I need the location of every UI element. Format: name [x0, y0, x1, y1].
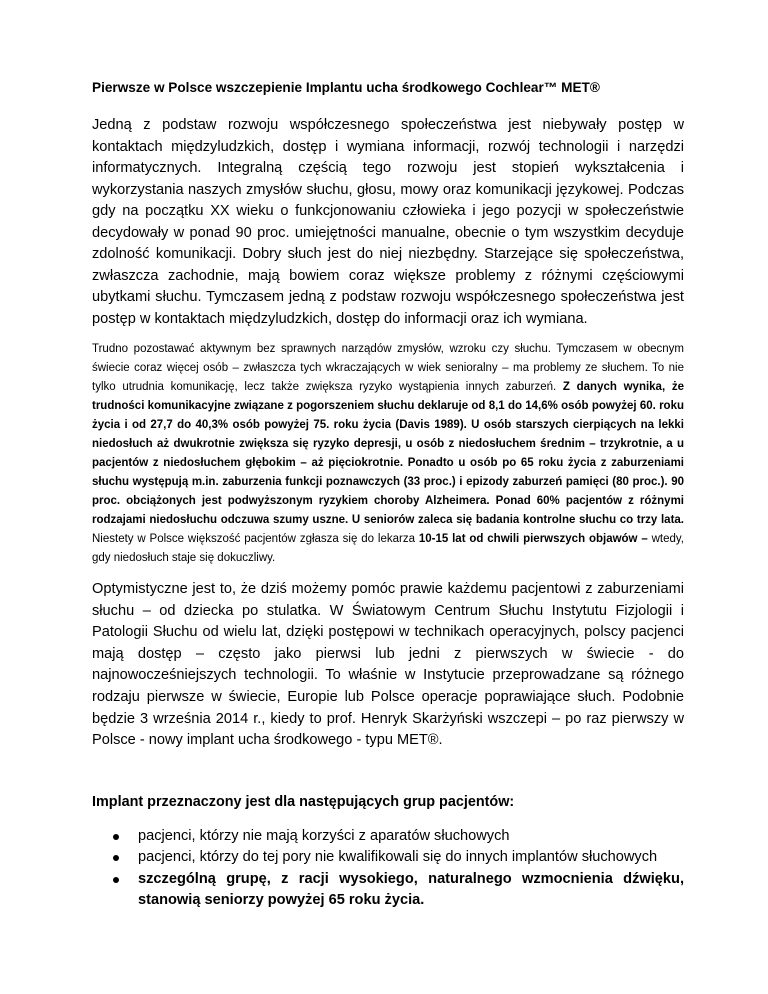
intro-paragraph: Jedną z podstaw rozwoju współczesnego społeczeństwa jest niebywały postęp w kontaktach międzyludzkich, dostęp i wymiana informacji, rozwój technologii i narzędzi informatycznych. Integralną częścią tego rozwoju jest stopień wykształcenia i wykorzystania naszych zmysłów słuchu, głosu, mowy oraz komunikacji językowej. Podczas gdy na początku XX wieku o funkcjonowaniu człowieka i jego pozycji w społeczeństwie decydowały w ponad 90 proc. umiejętności manualne, obecnie o tym wszystkim decyduje zdolność komunikacji. Dobry słuch jest do niej niezbędny. Starzejące się społeczeństwa, zwłaszcza zachodnie, mają bowiem coraz większe problemy z różnymi częściowymi ubytkami słuchu. Tymczasem jedną z podstaw rozwoju współczesnego społeczeństwa jest postęp w kontaktach międzyludzkich, dostęp do informacji oraz ich wymiana.	[92, 117, 684, 327]
list-heading: Implant przeznaczony jest dla następujących grup pacjentów:	[92, 793, 515, 810]
patient-groups-list	[92, 826, 684, 912]
statistics-end: wtedy, gdy niedosłuch staje się dokuczliwy.	[92, 533, 685, 564]
bullet-icon	[113, 834, 119, 840]
list-item: pacjenci, którzy do tej pory nie kwalifikowali się do innych implantów słuchowych	[92, 847, 684, 869]
statistics-years-bold: 10-15 lat od chwili pierwszych objawów –	[418, 533, 648, 545]
statistics-paragraph	[92, 340, 684, 568]
optimism-paragraph: Optymistyczne jest to, że dziś możemy pomóc prawie każdemu pacjentowi z zaburzeniami słuchu – od dziecka po stulatka. W Światowym Centrum Słuchu Instytutu Fizjologii i Patologii Słuchu od wielu lat, dzięki postępowi w technikach operacyjnych, polscy pacjenci mają dostęp – często jako pierwsi lub jedni z pierwszych w świecie - do najnowocześniejszych technologii. To właśnie w Instytucie przeprowadzane są różnego rodzaju pierwsze w świecie, Europie lub Polsce operacje poprawiające słuch. Podobnie będzie 3 września 2014 r., kiedy to prof. Henryk Skarżyński wszczepi – po raz pierwszy w Polsce - nowy implant ucha środkowego - typu MET®.	[92, 581, 684, 749]
statistics-bold: Z danych wynika, że trudności komunikacyjne związane z pogorszeniem słuchu deklaruje od 8,1 do 14,6% osób powyżej 60. roku życia i od 27,7 do 40,3% osób powyżej 75. roku życia (Davis 1989). U osób starszych cierpiących na lekki niedosłuch aż dwukrotnie zwiększa się ryzyko depresji, u osób z niedosłuchem średnim – trzykrotnie, a u pacjentów z niedosłuchem głębokim – aż pięciokrotnie. Ponadto u osób po 65 roku życia z zaburzeniami słuchu występują m.in. zaburzenia funkcji poznawczych (33 proc.) i epizody zaburzeń pamięci (80 proc.). 90 proc. obciążonych jest podwyższonym ryzykiem choroby Alzheimera. Ponad 60% pacjentów z różnymi rodzajami niedosłuchu odczuwa szumy uszne. U seniorów zaleca się badania kontrolne słuchu co trzy lata.	[92, 381, 684, 526]
statistics-mid: Niestety w Polsce większość pacjentów zgłasza się do lekarza	[92, 533, 419, 545]
list-item: szczególną grupę, z racji wysokiego, naturalnego wzmocnienia dźwięku, stanowią seniorzy powyżej 65 roku życia.	[92, 869, 684, 912]
list-item: pacjenci, którzy nie mają korzyści z aparatów słuchowych	[92, 826, 684, 848]
statistics-intro: Trudno pozostawać aktywnym bez sprawnych narządów zmysłów, wzroku czy słuchu. Tymczasem w obecnym świecie coraz więcej osób – zwłaszcza tych wkraczających w wiek senioralny – ma problemy ze słuchem. To nie tylko utrudnia komunikację, lecz także zwiększa ryzyko wystąpienia innych zaburzeń.	[92, 343, 684, 393]
bullet-icon	[113, 855, 119, 861]
document-title: Pierwsze w Polsce wszczepienie Implantu ucha środkowego Cochlear™ MET®	[92, 80, 600, 95]
bullet-icon	[113, 877, 119, 883]
